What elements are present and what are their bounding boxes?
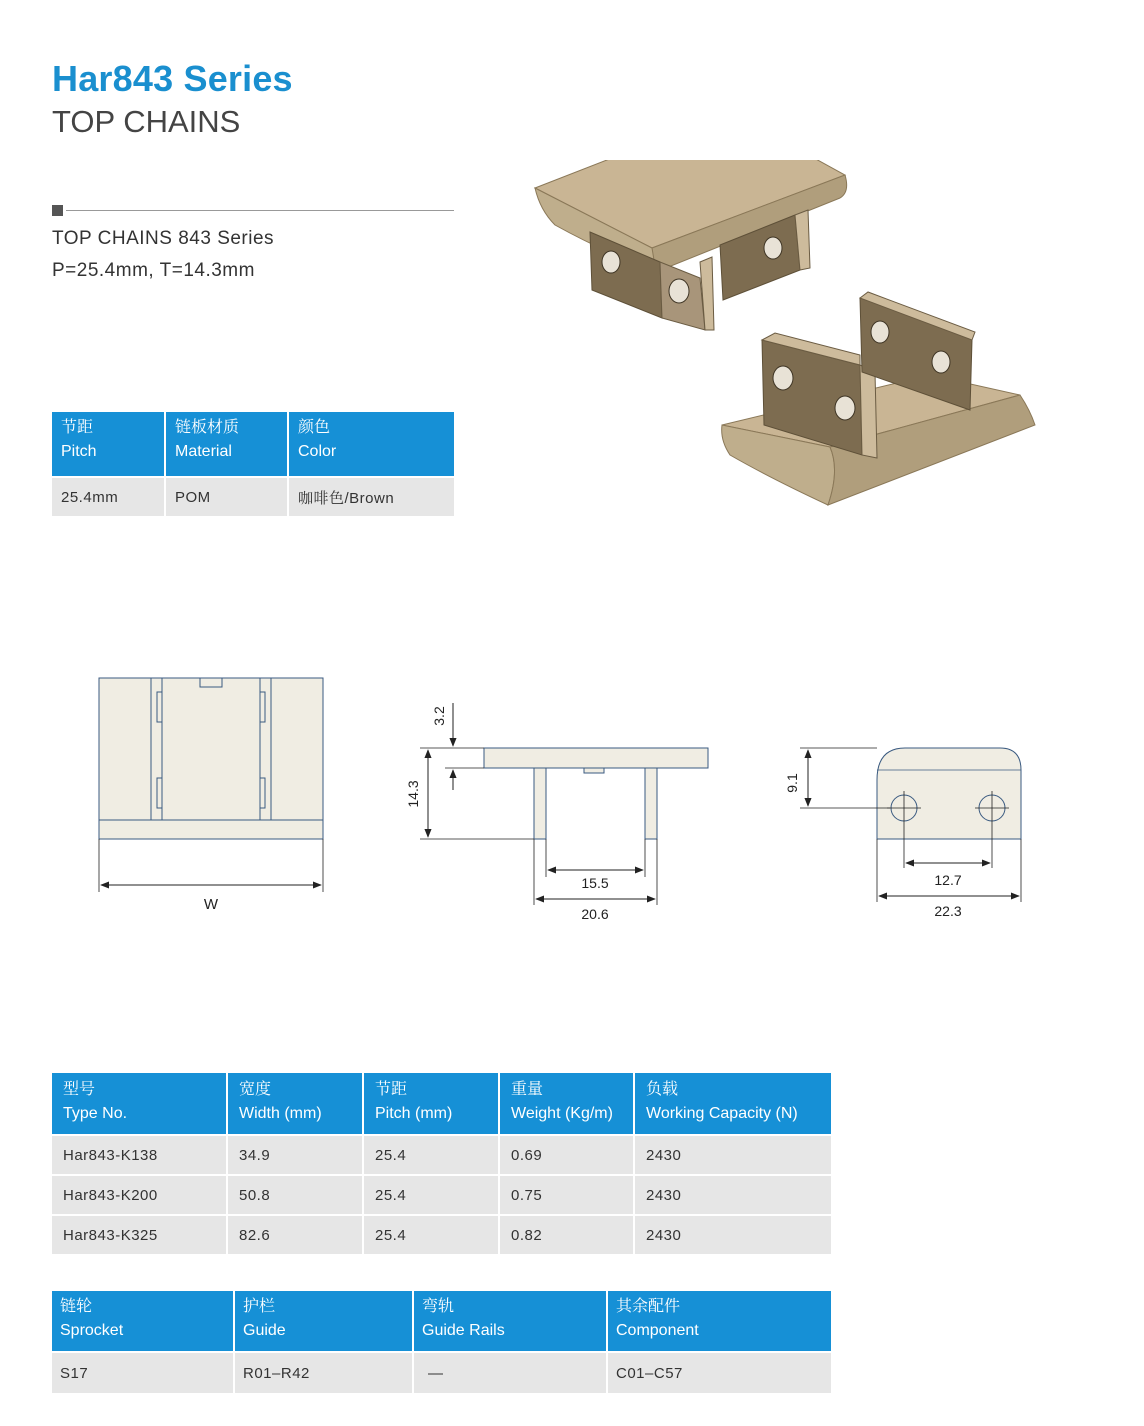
- weight-header: 重量 Weight (Kg/m): [499, 1073, 634, 1135]
- hole-height-dim-label: 9.1: [784, 773, 800, 793]
- color-header: 颜色 Color: [288, 412, 454, 477]
- divider-line: [66, 210, 454, 211]
- inner-width-dim-label: 15.5: [581, 875, 609, 891]
- height-dim-label: 14.3: [405, 780, 421, 808]
- material-value: POM: [165, 477, 288, 516]
- color-value: 咖啡色/Brown: [288, 477, 454, 516]
- lower-chain-link: [722, 292, 1035, 505]
- table-row: [52, 1215, 831, 1254]
- divider-marker: [52, 205, 63, 216]
- capacity-cell: 2430: [634, 1215, 831, 1254]
- pitch-cell: 25.4: [363, 1135, 499, 1175]
- side-view-drawing: [405, 703, 708, 922]
- accessory-table: [52, 1291, 831, 1393]
- type-table: [52, 1073, 831, 1254]
- weight-cell: 0.69: [499, 1135, 634, 1175]
- hole-pitch-dim-label: 12.7: [934, 872, 962, 888]
- pitch-cell: 25.4: [363, 1215, 499, 1254]
- pitch-header: 节距 Pitch (mm): [363, 1073, 499, 1135]
- pitch-cell: 25.4: [363, 1175, 499, 1215]
- capacity-cell: 2430: [634, 1175, 831, 1215]
- weight-cell: 0.82: [499, 1215, 634, 1254]
- material-spec-table: [52, 412, 454, 516]
- width-label: W: [203, 896, 219, 913]
- capacity-header: 负载 Working Capacity (N): [634, 1073, 831, 1135]
- weight-cell: 0.75: [499, 1175, 634, 1215]
- sprocket-header: 链轮 Sprocket: [52, 1291, 234, 1352]
- front-view-drawing: [99, 678, 323, 913]
- top-thickness-dim-label: 3.2: [431, 706, 447, 726]
- material-header: 链板材质 Material: [165, 412, 288, 477]
- chain-link-illustration: [520, 160, 1060, 520]
- guide-header: 护栏 Guide: [234, 1291, 413, 1352]
- page-title: Har843 Series: [52, 58, 293, 99]
- type-no-cell: Har843-K138: [52, 1135, 227, 1175]
- width-cell: 34.9: [227, 1135, 363, 1175]
- table-row: [52, 1352, 831, 1393]
- pitch-header: 节距 Pitch: [52, 412, 165, 477]
- component-value: C01–C57: [607, 1352, 831, 1393]
- guide-rails-header: 弯轨 Guide Rails: [413, 1291, 607, 1352]
- component-header: 其余配件 Component: [607, 1291, 831, 1352]
- sprocket-value: S17: [52, 1352, 234, 1393]
- type-no-cell: Har843-K200: [52, 1175, 227, 1215]
- width-cell: 50.8: [227, 1175, 363, 1215]
- guide-value: R01–R42: [234, 1352, 413, 1393]
- series-description: TOP CHAINS 843 Series: [52, 228, 275, 249]
- end-view-drawing: [784, 748, 1021, 919]
- table-row: [52, 1135, 831, 1175]
- guide-rails-value: —: [413, 1352, 607, 1393]
- type-no-header: 型号 Type No.: [52, 1073, 227, 1135]
- width-cell: 82.6: [227, 1215, 363, 1254]
- table-row: [52, 1175, 831, 1215]
- page-subtitle: TOP CHAINS: [52, 104, 241, 139]
- width-header: 宽度 Width (mm): [227, 1073, 363, 1135]
- type-no-cell: Har843-K325: [52, 1215, 227, 1254]
- pitch-thickness-spec: P=25.4mm, T=14.3mm: [52, 260, 255, 281]
- upper-chain-link: [535, 160, 847, 330]
- pitch-value: 25.4mm: [52, 477, 165, 516]
- technical-drawings: [0, 660, 1144, 940]
- table-row: [52, 477, 454, 516]
- capacity-cell: 2430: [634, 1135, 831, 1175]
- end-width-dim-label: 22.3: [934, 903, 962, 919]
- outer-width-dim-label: 20.6: [581, 906, 609, 922]
